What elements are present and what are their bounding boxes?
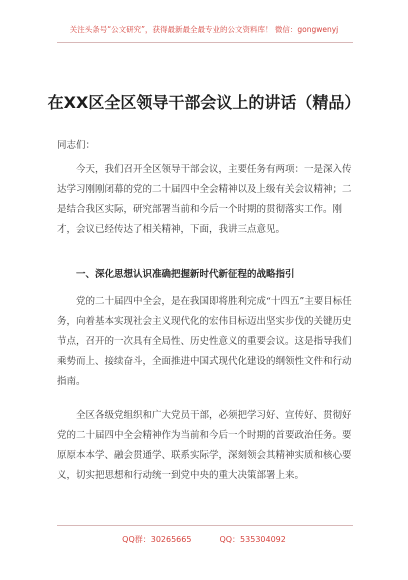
paragraph-intro: 今天，我们召开全区领导干部会议，主要任务有两项：一是深入传达学习刚刚闭幕的党的二十届四中全会精神以及上级有关会议精神；二是结合我区实际，研究部署当前和今后一个时期的贯彻落实工作。刚才，会议已经传达了相关精神，下面，我讲三点意见。 [57, 164, 352, 235]
header-banner: 关注头条号“公文研究”，获得最新最全最专业的公文资料库！ 微信：gongwenyj [69, 25, 339, 34]
header-divider [57, 42, 353, 43]
footer-contact [0, 534, 408, 545]
footer-divider [57, 525, 353, 526]
paragraph-body: 全区各级党组织和广大党员干部，必须把学习好、宣传好、贯彻好党的二十届四中全会精神作为当前和今后一个时期的首要政治任务。要原原本本学、融会贯通学、联系实际学，深刻领会其精神实质和核心要义，切实把思想和行动统一到党中央的重大决策部署上来。 [57, 410, 352, 481]
footer-qq: QQ：535304092 [219, 535, 286, 544]
footer-qq-group: QQ群：30265665 [122, 535, 192, 544]
salutation: 同志们： [57, 140, 96, 151]
document-title: 在XX区全区领导干部会议上的讲话（精品） [47, 93, 361, 112]
section-heading: 一、深化思想认识准确把握新时代新征程的战略指引 [76, 269, 295, 280]
paragraph-body: 党的二十届四中全会，是在我国即将胜利完成“十四五”主要目标任务，向着基本实现社会主义现代化的宏伟目标迈出坚实步伐的关键历史节点，召开的一次具有全局性、历史性意义的重要会议。这是指导我们乘势而上、接续奋斗，全面推进中国式现代化建设的纲领性文件和行动指南。 [57, 296, 352, 387]
